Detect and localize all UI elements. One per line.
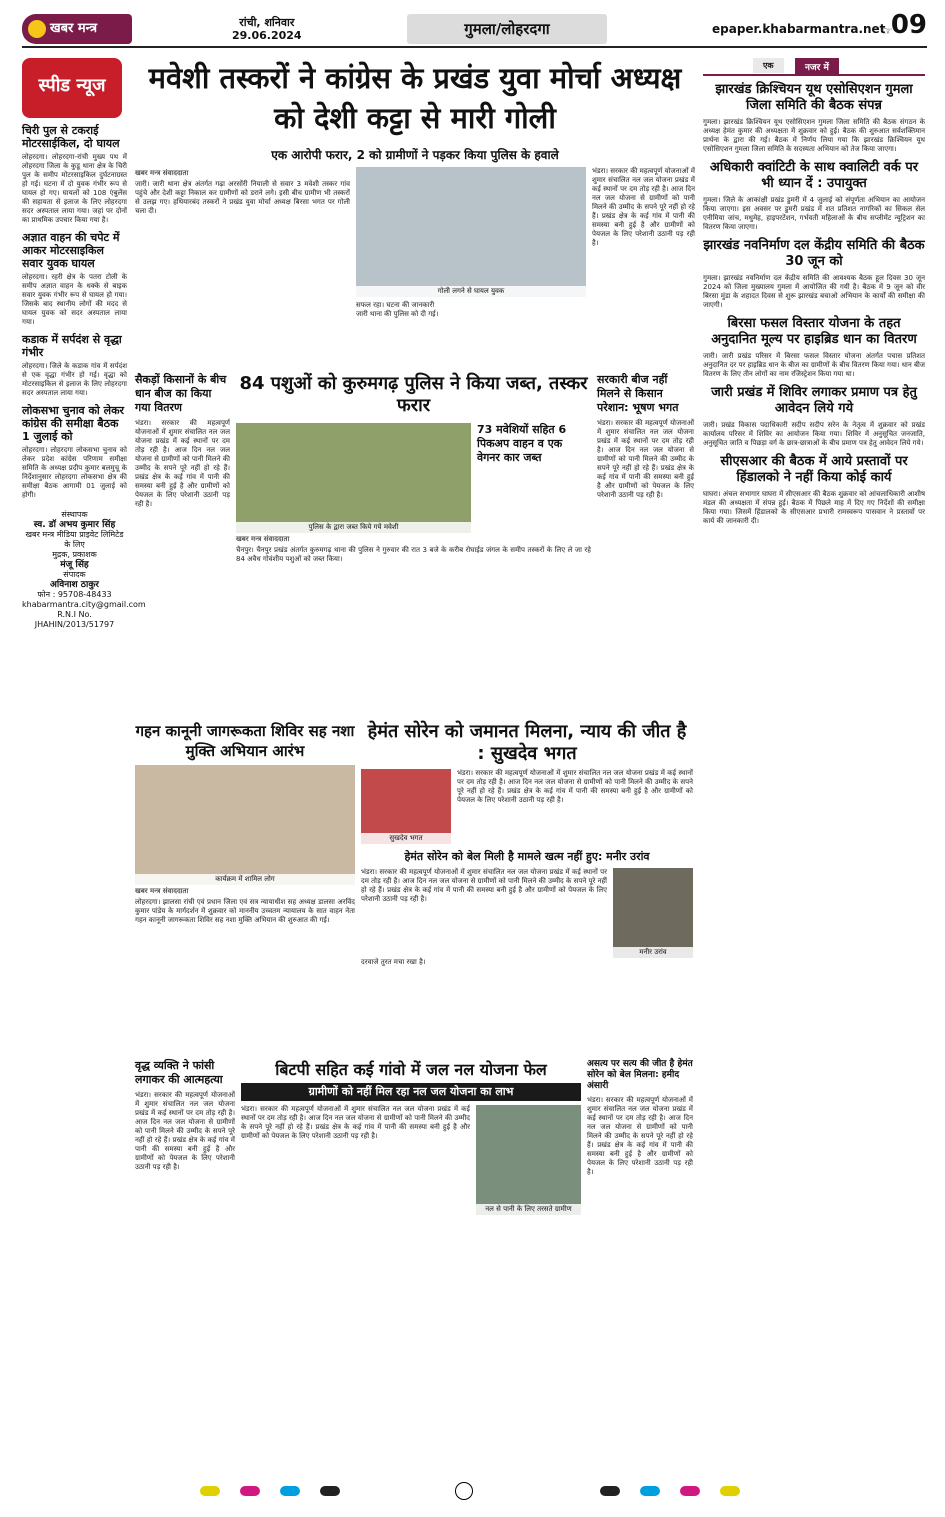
bail-second-headline[interactable]: हेमंत सोरेन को बेल मिली है मामले खत्म नहीं हुए: मनीर उरांव bbox=[404, 850, 650, 863]
main-column bbox=[135, 58, 695, 1478]
water-scheme-body: भंडरा। सरकार की महत्वपूर्ण योजनाओं में शुमार संचालित नल जल योजना प्रखंड में कई स्थानों पर दम तोड़ रही है। आज दिन नल जल योजना से ग्रामीणों को पानी मिलने की उम्मीद के सपने पूरे नहीं हो रहे हैं। प्रखंड क्षेत्र के कई गांव में पानी की समस्या बनी हुई है और ग्रामीणों को पेयजल के लिए परेशानी उठानी पड़ रही है। bbox=[241, 1105, 470, 1140]
manir-photo bbox=[613, 868, 693, 958]
left-story-headline[interactable]: अज्ञात वाहन की चपेट में आकर मोटरसाइकिल सवार युवक घायल bbox=[22, 231, 120, 270]
cattle-headline[interactable]: 84 पशुओं को कुरुमगढ़ पुलिस ने किया जब्त, तस्कर फरार bbox=[239, 373, 588, 416]
suicide-body: भंडरा। सरकार की महत्वपूर्ण योजनाओं में शुमार संचालित नल जल योजना प्रखंड में कई स्थानों पर दम तोड़ रही है। आज दिन नल जल योजना से ग्रामीणों को पानी मिलने की उम्मीद के सपने पूरे नहीं हो रहे हैं। प्रखंड क्षेत्र के कई गांव में पानी की समस्या बनी हुई है और ग्रामीणों को पेयजल के लिए परेशानी उठानी पड़ रही है। bbox=[135, 1091, 235, 1171]
left-story-body: लोहरदगा। लोहरदगा लोकसभा चुनाव को लेकर प्रदेश कांग्रेस परिणाम समीक्षा समिति के अध्यक्ष प्रदीप कुमार बलमुचू के निर्देशानुसार लोहरदगा लोकसभा क्षेत्र की समीक्षा बैठक आगामी 01 जुलाई को होगी। bbox=[22, 446, 127, 499]
photo-caption: मनीर उरांव bbox=[613, 947, 693, 958]
left-story-1 bbox=[22, 124, 127, 225]
phone: फोन : 95708-48433 bbox=[37, 590, 112, 599]
seed-distribution-body: भंडरा। सरकार की महत्वपूर्ण योजनाओं में शुमार संचालित नल जल योजना प्रखंड में कई स्थानों पर दम तोड़ रही है। आज दिन नल जल योजना से ग्रामीणों को पानी मिलने की उम्मीद के सपने पूरे नहीं हो रहे हैं। प्रखंड क्षेत्र के कई गांव में पानी की समस्या बनी हुई है और ग्रामीणों को पेयजल के लिए परेशानी उठानी पड़ रही है। bbox=[135, 419, 230, 508]
right-story-headline[interactable]: झारखंड नवनिर्माण दल केंद्रीय समिति की बैठक 30 जून को bbox=[703, 238, 925, 269]
right-story-3 bbox=[703, 238, 925, 310]
right-story-2 bbox=[703, 160, 925, 232]
cattle-photo bbox=[236, 423, 471, 533]
right-story-body: गुमला। झारखंड क्रिश्चियन यूथ एसोसिएशन गुमला जिला समिति की बैठक संगठन के अध्यक्ष हेमंत कुमार की अध्यक्षता में शुक्रवार को हुई। बैठक की शुरुआत सर्वशक्तिमान प्रार्थना के द्वारा की गई। बैठक में निर्णय लिया गया कि झारखंड क्रिश्चियन यूथ एसोसिएशन गुमला जिला समिति के सदस्यता अभियान को तेज किया जाएगा। bbox=[703, 118, 925, 153]
photo-caption: सुखदेव भगत bbox=[361, 833, 451, 844]
right-column bbox=[703, 58, 925, 1478]
right-story-body: गुमला। झारखंड नवनिर्माण दल केंद्रीय समिति की आवश्यक बैठक हूल दिवस 30 जून 2024 को जिला मुख्यालय गुमला में आयोजित की गयी है। बैठक में 9 जून को वीर बिरसा मुंडा के शहादत दिवस से शुरू झारखंड बचाओ अभियान के कार्यों की समीक्षा की जाएगी। bbox=[703, 274, 925, 309]
lead-body-tail-2: जारी थाना की पुलिस को दी गई। bbox=[356, 310, 439, 318]
photo-caption: कार्यक्रम में शामिल लोग bbox=[135, 874, 355, 885]
left-story-3 bbox=[22, 333, 127, 398]
seed-shortage-body: भंडरा। सरकार की महत्वपूर्ण योजनाओं में शुमार संचालित नल जल योजना प्रखंड में कई स्थानों पर दम तोड़ रही है। आज दिन नल जल योजना से ग्रामीणों को पानी मिलने की उम्मीद के सपने पूरे नहीं हो रहे हैं। प्रखंड क्षेत्र के कई गांव में पानी की समस्या बनी हुई है और ग्रामीणों को पेयजल के लिए परेशानी उठानी पड़ रही है। bbox=[597, 419, 694, 499]
right-story-headline[interactable]: सीएसआर की बैठक में आये प्रस्तावों पर हिंडालको ने नहीं किया कोई कार्य bbox=[720, 454, 908, 485]
right-story-headline[interactable]: अधिकारी क्वांटिटी के साथ क्वालिटी वर्क पर भी ध्यान दें : उपायुक्त bbox=[709, 160, 919, 191]
photo-caption: पुलिस के द्वारा जब्त किये गये मवेशी bbox=[236, 522, 471, 533]
lead-subhead: एक आरोपी फरार, 2 को ग्रामीणों ने पड़कर किया पुलिस के हवाले bbox=[271, 148, 559, 162]
lead-body-continued: भंडरा। सरकार की महत्वपूर्ण योजनाओं में शुमार संचालित नल जल योजना प्रखंड में कई स्थानों पर दम तोड़ रही है। आज दिन नल जल योजना से ग्रामीणों को पानी मिलने की उम्मीद के सपने पूरे नहीं हो रहे हैं। प्रखंड क्षेत्र के कई गांव में पानी की समस्या बनी हुई है और ग्रामीणों को पेयजल के लिए परेशानी उठानी पड़ रही है। bbox=[592, 167, 695, 247]
cattle-seized-box: 73 मवेशियों सहित 6 पिकअप वाहन व एक वेगनर कार जब्त bbox=[477, 423, 567, 464]
right-story-headline[interactable]: झारखंड क्रिश्चियन यूथ एसोसिएशन गुमला जिला समिति की बैठक संपन्न bbox=[715, 82, 913, 113]
founder-name: स्व. डॉ अभय कुमार सिंह bbox=[33, 520, 116, 530]
right-story-5 bbox=[703, 385, 925, 448]
tab-ek: एक bbox=[753, 58, 784, 73]
brand-name: खबर मन्त्र bbox=[50, 21, 98, 36]
yellow-mark bbox=[200, 1486, 220, 1496]
dateline bbox=[232, 16, 302, 42]
bail-headline[interactable]: हेमंत सोरेन को जमानत मिलना, न्याय की जीत है : सुखदेव भगत bbox=[367, 721, 687, 764]
cyan-mark bbox=[280, 1486, 300, 1496]
hamid-ansari-body: भंडरा। सरकार की महत्वपूर्ण योजनाओं में शुमार संचालित नल जल योजना प्रखंड में कई स्थानों पर दम तोड़ रही है। आज दिन नल जल योजना से ग्रामीणों को पानी मिलने की उम्मीद के सपने पूरे नहीं हो रहे हैं। प्रखंड क्षेत्र के कई गांव में पानी की समस्या बनी हुई है और ग्रामीणों को पेयजल के लिए परेशानी उठानी पड़ रही है। bbox=[587, 1096, 693, 1176]
founder-label: संस्थापक bbox=[61, 510, 88, 519]
speed-news-logo: स्पीड न्यूज bbox=[22, 58, 122, 118]
legal-camp-photo bbox=[135, 765, 355, 885]
masthead-bar bbox=[22, 10, 927, 48]
seed-distribution-headline[interactable]: सैकड़ों किसानों के बीच धान बीज का किया गया वितरण bbox=[135, 373, 227, 414]
left-story-2 bbox=[22, 231, 127, 327]
rni-number: R.N.I No. JHAHIN/2013/51797 bbox=[34, 610, 115, 629]
left-story-body: लोहरदगा। जिले के कडाक गांव में सर्पदंश से एक वृद्धा गंभीर हो गई। वृद्धा को मोटरसाइकिल से इलाज के लिए लोहरदगा सदर अस्पताल लाया गया। bbox=[22, 362, 127, 397]
lead-body: जारी। जारी थाना क्षेत्र अंतर्गत गढ़ा अरसोंरी नियाली से सवार 3 मवेशी तस्कर गांव पहुंचे और देशी कट्टा निकाल कर ग्रामीणों को डराने लगे। इसी बीच ग्रामीण भी तस्करों से उलझ गए। हथियारबंद तस्करों ने प्रखंड युवा मोर्चा अध्यक्ष बिरसा भगत पर गोली चला दी। bbox=[135, 180, 350, 215]
right-story-body: जारी। जारी प्रखंड परिसर में बिरसा फसल विस्तार योजना अंतर्गत पचास प्रतिशत अनुदानित दर पर हाइब्रिड धान के बीज का ग्रामीणों के बीच वितरण किया गया। धान बीज वितरण के लिए तीन लोगों का नाम रजिस्ट्रेशन किया गया था। bbox=[703, 352, 925, 378]
lead-headline[interactable]: मवेशी तस्करों ने कांग्रेस के प्रखंड युवा मोर्चा अध्यक्ष को देशी कट्टा से मारी गोली bbox=[148, 61, 682, 135]
right-story-body: जारी। प्रखंड विकास पदाधिकारी सदीप सदीप सरेन के नेतृत्व में शुक्रवार को प्रखंड कार्यालय परिसर में शिविर का आयोजन किया गया। शिविर में अनुसूचित जनजाति, अनुसूचित जाति व पिछड़ा वर्ग के छात्र-छात्राओं के बीच प्रमाण पत्र हेतु आवेदन लिये गये। bbox=[703, 421, 925, 447]
magenta-mark bbox=[240, 1486, 260, 1496]
mid-stories-row bbox=[135, 721, 695, 1051]
bail-second-tail: दरवाजे तुरत मचा रखा है। bbox=[361, 958, 426, 966]
right-story-body: घाघरा। अंचल सभागार घाघरा में सीएसआर की बैठक शुक्रवार को आंचलाधिकारी आशीष मंडल की अध्यक्षता में संपन्न हुई। बैठक में पिछले माह में दिए गए निर्देशों की समीक्षा किया गया। जिसमें हिंडालको के सीएसआर प्रभारी रामस्वरूप पासवान ने प्रस्तावों पर कार्य की जानकारी दी। bbox=[703, 490, 925, 525]
city-day: रांची, शनिवार bbox=[239, 16, 295, 29]
right-story-body: गुमला। जिले के आकांक्षी प्रखंड डुमरी में 4 जुलाई को संपूर्णता अभियान का आयोजन किया जाएगा। इस अवसर पर डुमरी प्रखंड में शत प्रतिशत नागरिकों का सिकल सेल एनीमिया जांच, मधुमेह, हाइपरटेंशन, गर्भवती महिलाओं के बीच सप्लीमेंट न्यूट्रिशन का वितरण किया जाएगा। bbox=[703, 196, 925, 231]
sukhdev-photo bbox=[361, 769, 451, 844]
cyan-mark bbox=[640, 1486, 660, 1496]
left-story-headline[interactable]: कडाक में सर्पदंश से वृद्धा गंभीर bbox=[22, 333, 122, 359]
cattle-story-row bbox=[135, 373, 695, 713]
issue-date: 29.06.2024 bbox=[232, 29, 302, 42]
lead-photo bbox=[356, 167, 586, 297]
left-story-headline[interactable]: चिरी पुल से टकराई मोटरसाईकिल, दो घायल bbox=[22, 124, 120, 150]
black-mark bbox=[320, 1486, 340, 1496]
page-number: 09 bbox=[890, 10, 927, 40]
seed-shortage-headline[interactable]: सरकारी बीज नहीं मिलने से किसान परेशान: भूषण भगत bbox=[597, 373, 679, 414]
bottom-stories-row bbox=[135, 1059, 695, 1379]
publisher-label: मुद्रक, प्रकाशक bbox=[52, 550, 97, 559]
photo-caption: नल से पानी के लिए तरसते ग्रामीण bbox=[476, 1204, 581, 1215]
left-story-body: लोहरदगा। रहरी क्षेत्र के पतरा टोली के समीप अज्ञात वाहन के धक्के से बाइक सवार युवक गंभीर रूप से घायल हो गया। जिसके बाद स्थानीय लोगों की मदद से घायल युवक को सदर अस्पताल लाया गया। bbox=[22, 273, 127, 326]
bail-second-body: भंडरा। सरकार की महत्वपूर्ण योजनाओं में शुमार संचालित नल जल योजना प्रखंड में कई स्थानों पर दम तोड़ रही है। आज दिन नल जल योजना से ग्रामीणों को पानी मिलने की उम्मीद के सपने पूरे नहीं हो रहे हैं। प्रखंड क्षेत्र के कई गांव में पानी की समस्या बनी हुई है और ग्रामीणों को पेयजल के लिए परेशानी उठानी पड़ रही है। bbox=[361, 868, 607, 903]
yellow-mark bbox=[720, 1486, 740, 1496]
byline: खबर मन्त्र संवाददाता bbox=[135, 887, 189, 895]
print-registration-marks bbox=[180, 1482, 780, 1502]
press-line: खबर मन्त्र मीडिया प्राइवेट लिमिटेड के लिए bbox=[25, 530, 124, 549]
email[interactable]: khabarmantra.city@gmail.com bbox=[22, 600, 146, 609]
water-scheme-headline[interactable]: बिटपी सहित कई गांवो में जल नल योजना फेल bbox=[275, 1060, 547, 1079]
section-title: गुमला/लोहरदगा bbox=[407, 14, 607, 44]
site-link[interactable]: epaper.khabarmantra.net bbox=[712, 22, 886, 36]
legal-camp-body: लोहरदगा। झालसा रांची एवं प्रधान जिला एवं सत्र न्यायाधीश सह अध्यक्ष डालसा अरविंद कुमार पांडेय के मार्गदर्शन में शुक्रवार को माननीय उच्चतम न्यायालय के सात वाहन नेता गहन कानूनी जागरूकता शिविर सह नशा मुक्ति अभियान की शुरुआत की गई। bbox=[135, 898, 355, 924]
tab-nazar: नजर में bbox=[795, 58, 839, 75]
right-story-6 bbox=[703, 454, 925, 526]
right-story-1 bbox=[703, 82, 925, 154]
hamid-ansari-headline[interactable]: असत्य पर सत्य की जीत है हेमंत सोरेन को बेल मिलना: हमीद अंसारी bbox=[587, 1059, 693, 1091]
brand-logo bbox=[22, 14, 132, 44]
water-scheme-subhead: ग्रामीणों को नहीं मिल रहा नल जल योजना का लाभ bbox=[241, 1083, 581, 1101]
bail-body: भंडरा। सरकार की महत्वपूर्ण योजनाओं में शुमार संचालित नल जल योजना प्रखंड में कई स्थानों पर दम तोड़ रही है। आज दिन नल जल योजना से ग्रामीणों को पानी मिलने की उम्मीद के सपने पूरे नहीं हो रहे हैं। प्रखंड क्षेत्र के कई गांव में पानी की समस्या बनी हुई है और ग्रामीणों को पेयजल के लिए परेशानी उठानी पड़ रही है। bbox=[457, 769, 693, 804]
water-scheme-photo bbox=[476, 1105, 581, 1215]
photo-caption: गोली लगने से घायल युवक bbox=[356, 286, 586, 297]
registration-target-icon bbox=[455, 1482, 473, 1500]
left-story-headline[interactable]: लोकसभा चुनाव को लेकर कांग्रेस की समीक्षा बैठक 1 जुलाई को bbox=[22, 404, 125, 443]
black-mark bbox=[600, 1486, 620, 1496]
lead-body-tail: सफल रहा। घटना की जानकारी bbox=[356, 301, 435, 309]
right-story-4 bbox=[703, 316, 925, 379]
imprint-credits bbox=[22, 510, 146, 630]
suicide-headline[interactable]: वृद्ध व्यक्ति ने फांसी लगाकर की आत्महत्या bbox=[135, 1059, 223, 1086]
magenta-mark bbox=[680, 1486, 700, 1496]
right-story-headline[interactable]: जारी प्रखंड में शिविर लगाकर प्रमाण पत्र हेतु आवेदन लिये गये bbox=[711, 385, 917, 416]
publisher-name: मंजू सिंह bbox=[60, 560, 89, 570]
nazar-tab bbox=[703, 58, 925, 76]
editor-name: अविनाश ठाकुर bbox=[50, 580, 99, 590]
right-story-headline[interactable]: बिरसा फसल विस्तार योजना के तहत अनुदानित मूल्य पर हाइब्रिड धान का वितरण bbox=[711, 316, 917, 347]
left-column bbox=[22, 58, 146, 1478]
left-story-4 bbox=[22, 404, 127, 500]
lead-story bbox=[135, 167, 695, 367]
hand-cursor-icon: ☞ bbox=[882, 24, 893, 38]
cattle-body: चैनपुर। चैनपुर प्रखंड अंतर्गत कुरुमगढ़ थाना की पुलिस ने गुरुवार की रात 3 बजे के करीब रोघाईड जंगल के समीप तस्करों के लिए ले जा रहे 84 अवैध गोवंशीय पशुओं को जब्त किया। bbox=[236, 546, 591, 563]
brand-logo-icon bbox=[28, 20, 46, 38]
legal-camp-headline[interactable]: गहन कानूनी जागरूकता शिविर सह नशा मुक्ति अभियान आरंभ bbox=[135, 722, 355, 760]
editor-label: संपादक bbox=[63, 570, 86, 579]
byline: खबर मन्त्र संवाददाता bbox=[236, 535, 290, 543]
left-story-body: लोहरदगा। लोहरदगा-रांची मुख्य पथ में लोहरदगा जिला के कुडू थाना क्षेत्र के चिरी पुल के समीप मोटरसाइकिल दुर्घटनाग्रस्त हो गई। घटना में दो युवक गंभीर रूप से घायल हो गए। घायलों को 108 एंबुलेंस की सहायता से इलाज के लिए लोहरदगा सदर अस्पताल लाया गया। जहां पर दोनों का प्राथमिक उपचार किया गया है। bbox=[22, 153, 127, 224]
byline: खबर मन्त्र संवाददाता bbox=[135, 169, 189, 177]
